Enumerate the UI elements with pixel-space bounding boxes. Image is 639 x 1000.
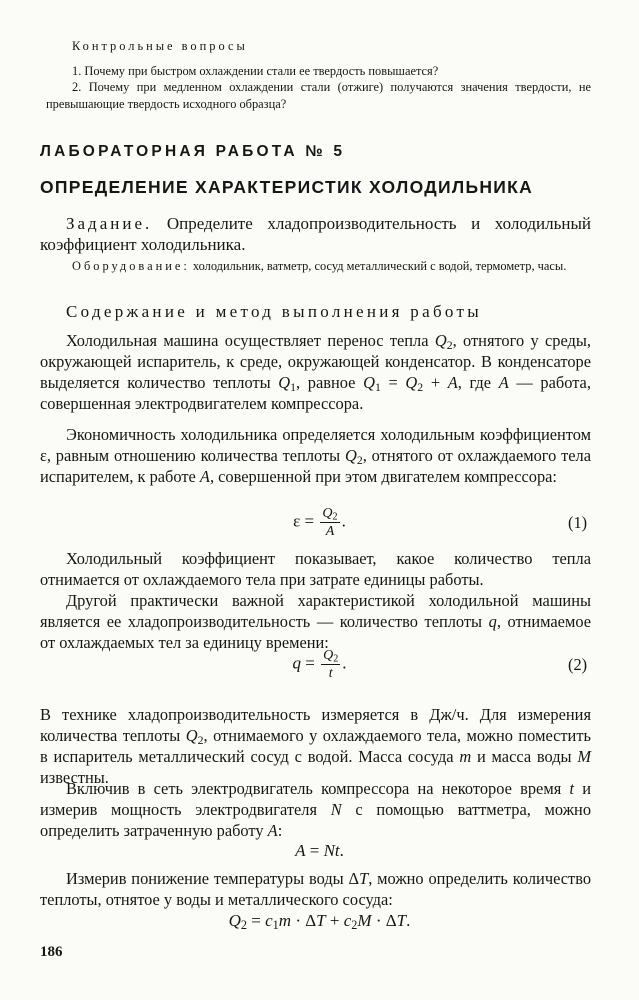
equation-2: q = $\frac{Q_2}{t}$ .	[292, 648, 347, 681]
paragraph-temperature-drop: Измерив понижение температуры воды ΔT, можно определить количество теплоты, отнятое у воды и металлического сосуда:	[40, 869, 592, 909]
paragraph-cooling-capacity: Другой практически важной характеристикой холодильной машины является ее хладопроизводительность — количество теплоты q, отнимаемое от охлаждаемых тел за единицу времени:	[40, 591, 591, 652]
paragraph-refrigeration-machine: Холодильная машина осуществляет перенос тепла $Q_2$, отнятого у среды, окружающей испаритель, к среде, окружающей конденсатор. В конденсаторе выделяется количество теплоты $Q_1$, равное $Q_1 = Q_2 + A$, где A — работа, совершенная электродвигателем компрессора.	[40, 331, 591, 413]
equipment-paragraph	[46, 258, 591, 275]
page-number: 186	[40, 944, 63, 960]
question-2: 2. Почему при медленном охлаждении стали (отжиге) получаются значения твердости, не превышающие твердость исходного образца?	[46, 80, 591, 111]
equipment-text: холодильник, ватметр, сосуд металлический с водой, термометр, часы.	[192, 259, 567, 273]
lab-title: ОПРЕДЕЛЕНИЕ ХАРАКТЕРИСТИК ХОЛОДИЛЬНИКА	[40, 177, 534, 197]
equation-work: A = Nt.	[295, 841, 344, 860]
control-questions-heading: Контрольные вопросы	[72, 39, 248, 53]
paragraph-efficiency: Экономичность холодильника определяется холодильным коэффициентом ε, равным отношению количества теплоты $Q_2$, отнятого от охлаждаемого тела испарителем, к работе A, совершенной при этом двигателем компрессора:	[40, 425, 592, 486]
task-paragraph	[40, 213, 591, 255]
question-1: 1. Почему при быстром охлаждении стали ее твердость повышается?	[72, 64, 439, 78]
equation-2-number: (2)	[568, 655, 588, 674]
task-text: Определите хладопроизводительность и холодильный коэффициент холодильника.	[40, 214, 592, 254]
equation-heat: $Q_2 = c_1m \cdot \Delta T + c_2M \cdot \Delta T$.	[228, 911, 411, 933]
paragraph-coefficient-meaning: Холодильный коэффициент показывает, какое количество тепла отнимается от охлаждаемого тела при затрате единицы работы.	[40, 549, 591, 589]
lab-label: ЛАБОРАТОРНАЯ РАБОТА № 5	[40, 143, 346, 160]
task-lead: Задание.	[66, 214, 153, 233]
equipment-lead: Оборудование:	[72, 259, 190, 273]
paragraph-work-measurement: Включив в сеть электродвигатель компрессора на некоторое время t и измерив мощность электродвигателя N с помощью ваттметра, можно определить затраченную работу A:	[40, 779, 592, 840]
paragraph-measurement: В технике хладопроизводительность измеряется в Дж/ч. Для измерения количества теплоты $Q_2$, отнимаемого у охлаждаемого тела, можно поместить в испаритель металлический сосуд с водой. Масса сосуда m и масса воды M известны.	[40, 705, 592, 787]
method-heading: Содержание и метод выполнения работы	[66, 302, 482, 321]
equation-1-number: (1)	[568, 513, 588, 532]
equation-1: ε = $\frac{Q_2}{A}$ .	[293, 506, 346, 539]
